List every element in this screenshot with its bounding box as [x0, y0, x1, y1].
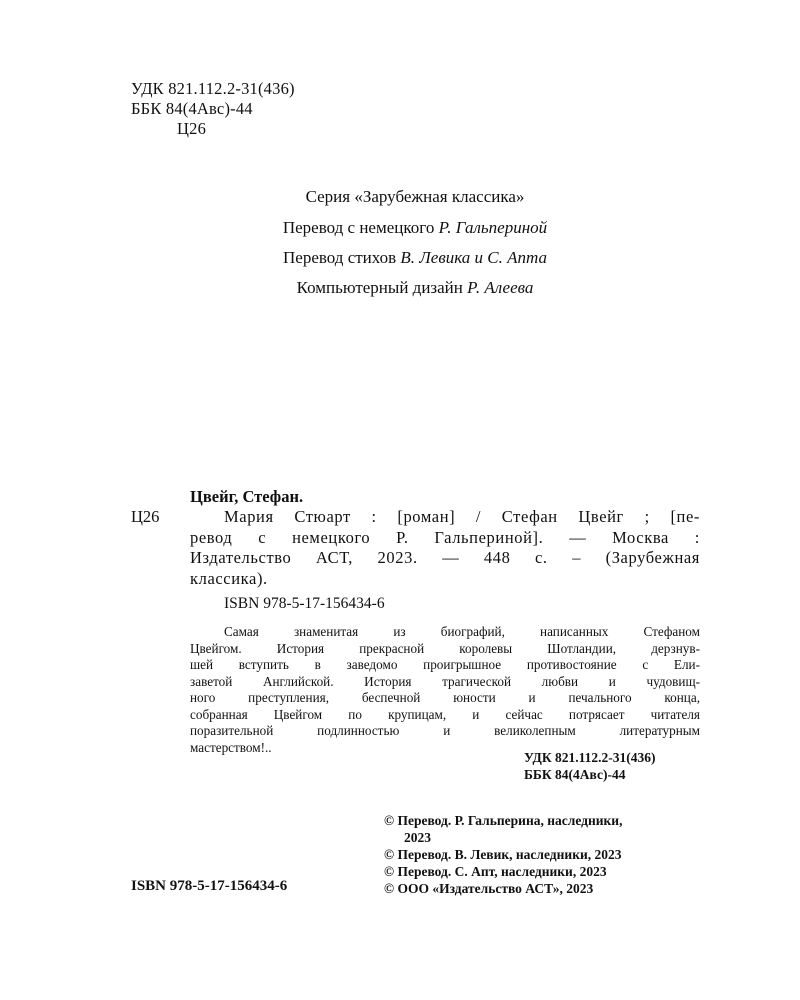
- card-udk-code: УДК 821.112.2-31(436): [524, 750, 656, 765]
- author-heading: Цвейг, Стефан.: [190, 487, 304, 506]
- translator-prefix: Перевод с немецкого: [282, 218, 439, 237]
- verses-translator-line: [0, 248, 800, 268]
- card-author-mark: Ц26: [131, 507, 160, 526]
- copyright-line: 2023: [404, 830, 431, 845]
- annotation-line: собранная Цвейгом по крупицам, и сейчас потрясает читателя: [190, 706, 700, 722]
- series-line: Серия «Зарубежная классика»: [305, 187, 525, 206]
- verses-prefix: Перевод стихов: [283, 248, 401, 267]
- description-line: классика).: [190, 568, 268, 588]
- design-prefix: Компьютерный дизайн: [296, 278, 468, 297]
- description-line: Мария Стюарт : [роман] / Стефан Цвейг ; [пе-: [224, 507, 700, 526]
- designer-name: Р. Алеева: [467, 278, 534, 297]
- annotation: [190, 624, 700, 756]
- annotation-line: Цвейгом. История прекрасной королевы Шотландии, дерзнув-: [190, 640, 700, 656]
- card-bbk-code: ББК 84(4Авс)-44: [524, 767, 626, 782]
- copyright-line: © Перевод. В. Левик, наследники, 2023: [384, 847, 622, 862]
- design-line: [0, 278, 800, 298]
- copyright-line: © Перевод. Р. Гальперина, наследники,: [384, 813, 623, 828]
- description-line: ревод с немецкого Р. Гальпериной]. — Москва :: [190, 527, 700, 547]
- verses-translator-names: В. Левика и С. Апта: [400, 248, 547, 267]
- annotation-line: ного преступления, беспечной юности и печального конца,: [190, 690, 700, 705]
- annotation-line: мастерством!..: [190, 739, 272, 755]
- translator-line: [0, 218, 800, 238]
- bibliographic-description: [190, 507, 700, 589]
- annotation-line: поразительной подлинностью и великолепным литературным: [190, 723, 700, 738]
- footer-isbn: ISBN 978-5-17-156434-6: [131, 878, 288, 894]
- copyright-line: © ООО «Издательство АСТ», 2023: [384, 881, 594, 896]
- bbk-code: ББК 84(4Авс)-44: [131, 99, 253, 118]
- annotation-line: заветой Английской. История трагической любви и чудовищ-: [190, 673, 700, 689]
- annotation-line: шей вступить в заведомо проигрышное противостояние с Ели-: [190, 657, 700, 672]
- annotation-line: Самая знаменитая из биографий, написанных Стефаном: [224, 624, 700, 639]
- copyright-block: [384, 812, 622, 897]
- description-line: Издательство АСТ, 2023. — 448 с. – (Зарубежная: [190, 548, 700, 567]
- card-isbn: ISBN 978-5-17-156434-6: [224, 595, 385, 612]
- author-mark: Ц26: [177, 119, 207, 138]
- copyright-line: © Перевод. С. Апт, наследники, 2023: [384, 864, 607, 879]
- udk-code: УДК 821.112.2-31(436): [131, 79, 295, 98]
- translator-name: Р. Гальпериной: [438, 218, 548, 237]
